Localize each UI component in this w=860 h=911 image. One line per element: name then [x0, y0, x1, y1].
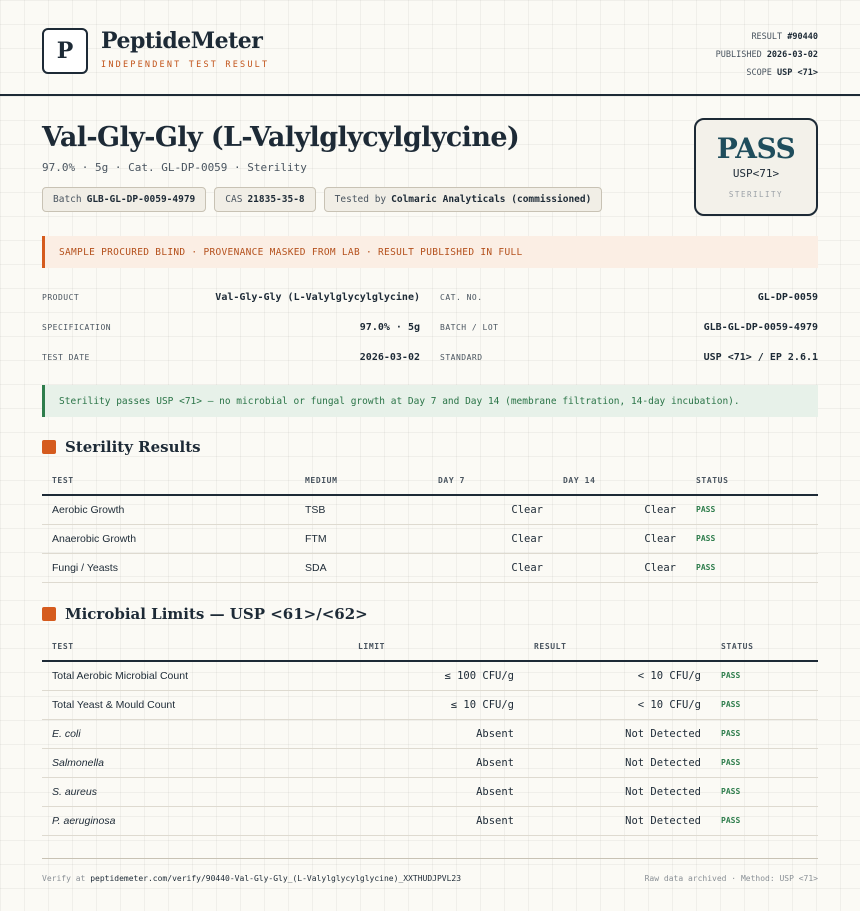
table-row: Aerobic Growth TSB Clear Clear PASS — [42, 495, 818, 524]
meta-result: RESULT #90440 — [751, 32, 818, 42]
info-key: SPECIFICATION — [42, 322, 112, 332]
col-header: MEDIUM — [295, 466, 428, 495]
report-header — [0, 0, 860, 96]
product-title: Val-Gly-Gly (L-Valylglycylglycine) — [42, 122, 520, 153]
info-value: GL-DP-0059 — [757, 291, 818, 303]
microbial-table — [42, 632, 818, 836]
info-value: 97.0% · 5g — [359, 321, 420, 333]
verify-link[interactable]: peptidemeter.com/verify/90440-Val-Gly-Gly_(L-Valylglycylglycine)_XXTHUDJPVL23 — [90, 874, 462, 883]
info-value: GLB-GL-DP-0059-4979 — [703, 321, 818, 333]
info-key: BATCH / LOT — [440, 322, 499, 332]
table-row: Total Yeast & Mould Count ≤ 10 CFU/g < 10 CFU/g PASS — [42, 690, 818, 719]
col-header: LIMIT — [348, 632, 524, 661]
sterility-table — [42, 466, 818, 583]
result-meta — [716, 28, 818, 82]
col-header: TEST — [42, 632, 348, 661]
status-badge: PASS — [711, 661, 818, 690]
cas-chip: CAS 21835-35-8 — [214, 187, 315, 212]
info-value: Val-Gly-Gly (L-Valylglycylglycine) — [215, 291, 420, 303]
status-badge: PASS — [686, 553, 818, 582]
info-row — [42, 282, 818, 312]
table-row: Salmonella Absent Not Detected PASS — [42, 748, 818, 777]
brand-logo: P — [42, 28, 88, 74]
status-badge: PASS — [711, 748, 818, 777]
info-key: CAT. NO. — [440, 292, 483, 302]
section-marker-icon — [42, 440, 56, 454]
table-row: S. aureus Absent Not Detected PASS — [42, 777, 818, 806]
status-badge: PASS — [711, 777, 818, 806]
microbial-section-title: Microbial Limits — USP <61>/<62> — [42, 605, 368, 623]
sterility-section-title: Sterility Results — [42, 438, 201, 456]
sterility-summary: Sterility passes USP <71> — no microbial or fungal growth at Day 7 and Day 14 (membrane filtration, 14-day incubation). — [42, 385, 818, 417]
col-header: STATUS — [686, 466, 818, 495]
info-row — [42, 342, 818, 372]
product-subtitle: 97.0% · 5g · Cat. GL-DP-0059 · Sterility — [42, 161, 307, 174]
col-header: STATUS — [711, 632, 818, 661]
col-header: RESULT — [524, 632, 711, 661]
info-key: PRODUCT — [42, 292, 80, 302]
table-row: P. aeruginosa Absent Not Detected PASS — [42, 806, 818, 835]
verdict-scope: STERILITY — [728, 190, 784, 199]
table-row: Total Aerobic Microbial Count ≤ 100 CFU/g < 10 CFU/g PASS — [42, 661, 818, 690]
verdict-badge — [694, 118, 818, 216]
blind-procurement-notice: SAMPLE PROCURED BLIND · PROVENANCE MASKED FROM LAB · RESULT PUBLISHED IN FULL — [42, 236, 818, 268]
info-row — [42, 312, 818, 342]
col-header: TEST — [42, 466, 295, 495]
brand-tagline: INDEPENDENT TEST RESULT — [101, 60, 270, 70]
meta-published: PUBLISHED 2026-03-02 — [715, 50, 818, 60]
table-row: Anaerobic Growth FTM Clear Clear PASS — [42, 524, 818, 553]
tested-by-chip: Tested by Colmaric Analyticals (commissioned) — [324, 187, 603, 212]
verdict-standard: USP<71> — [732, 167, 780, 180]
status-badge: PASS — [711, 690, 818, 719]
info-key: STANDARD — [440, 352, 483, 362]
verify-line: Verify at peptidemeter.com/verify/90440-Val-Gly-Gly_(L-Valylglycylglycine)_XXTHUDJPVL23 — [42, 874, 462, 883]
batch-chip: Batch GLB-GL-DP-0059-4979 — [42, 187, 206, 212]
archive-note: Raw data archived · Method: USP <71> — [644, 874, 818, 883]
info-key: TEST DATE — [42, 352, 90, 362]
status-badge: PASS — [686, 524, 818, 553]
verdict-word: PASS — [716, 132, 796, 165]
product-chips — [42, 187, 602, 212]
status-badge: PASS — [686, 495, 818, 524]
info-grid — [42, 282, 818, 372]
brand-name: PeptideMeter — [101, 28, 263, 54]
table-row: E. coli Absent Not Detected PASS — [42, 719, 818, 748]
status-badge: PASS — [711, 719, 818, 748]
status-badge: PASS — [711, 806, 818, 835]
section-marker-icon — [42, 607, 56, 621]
info-value: USP <71> / EP 2.6.1 — [703, 351, 818, 363]
col-header: DAY 7 — [428, 466, 553, 495]
report-footer — [42, 858, 818, 883]
meta-scope: SCOPE USP <71> — [746, 68, 818, 78]
col-header: DAY 14 — [553, 466, 686, 495]
info-value: 2026-03-02 — [359, 351, 420, 363]
table-row: Fungi / Yeasts SDA Clear Clear PASS — [42, 553, 818, 582]
